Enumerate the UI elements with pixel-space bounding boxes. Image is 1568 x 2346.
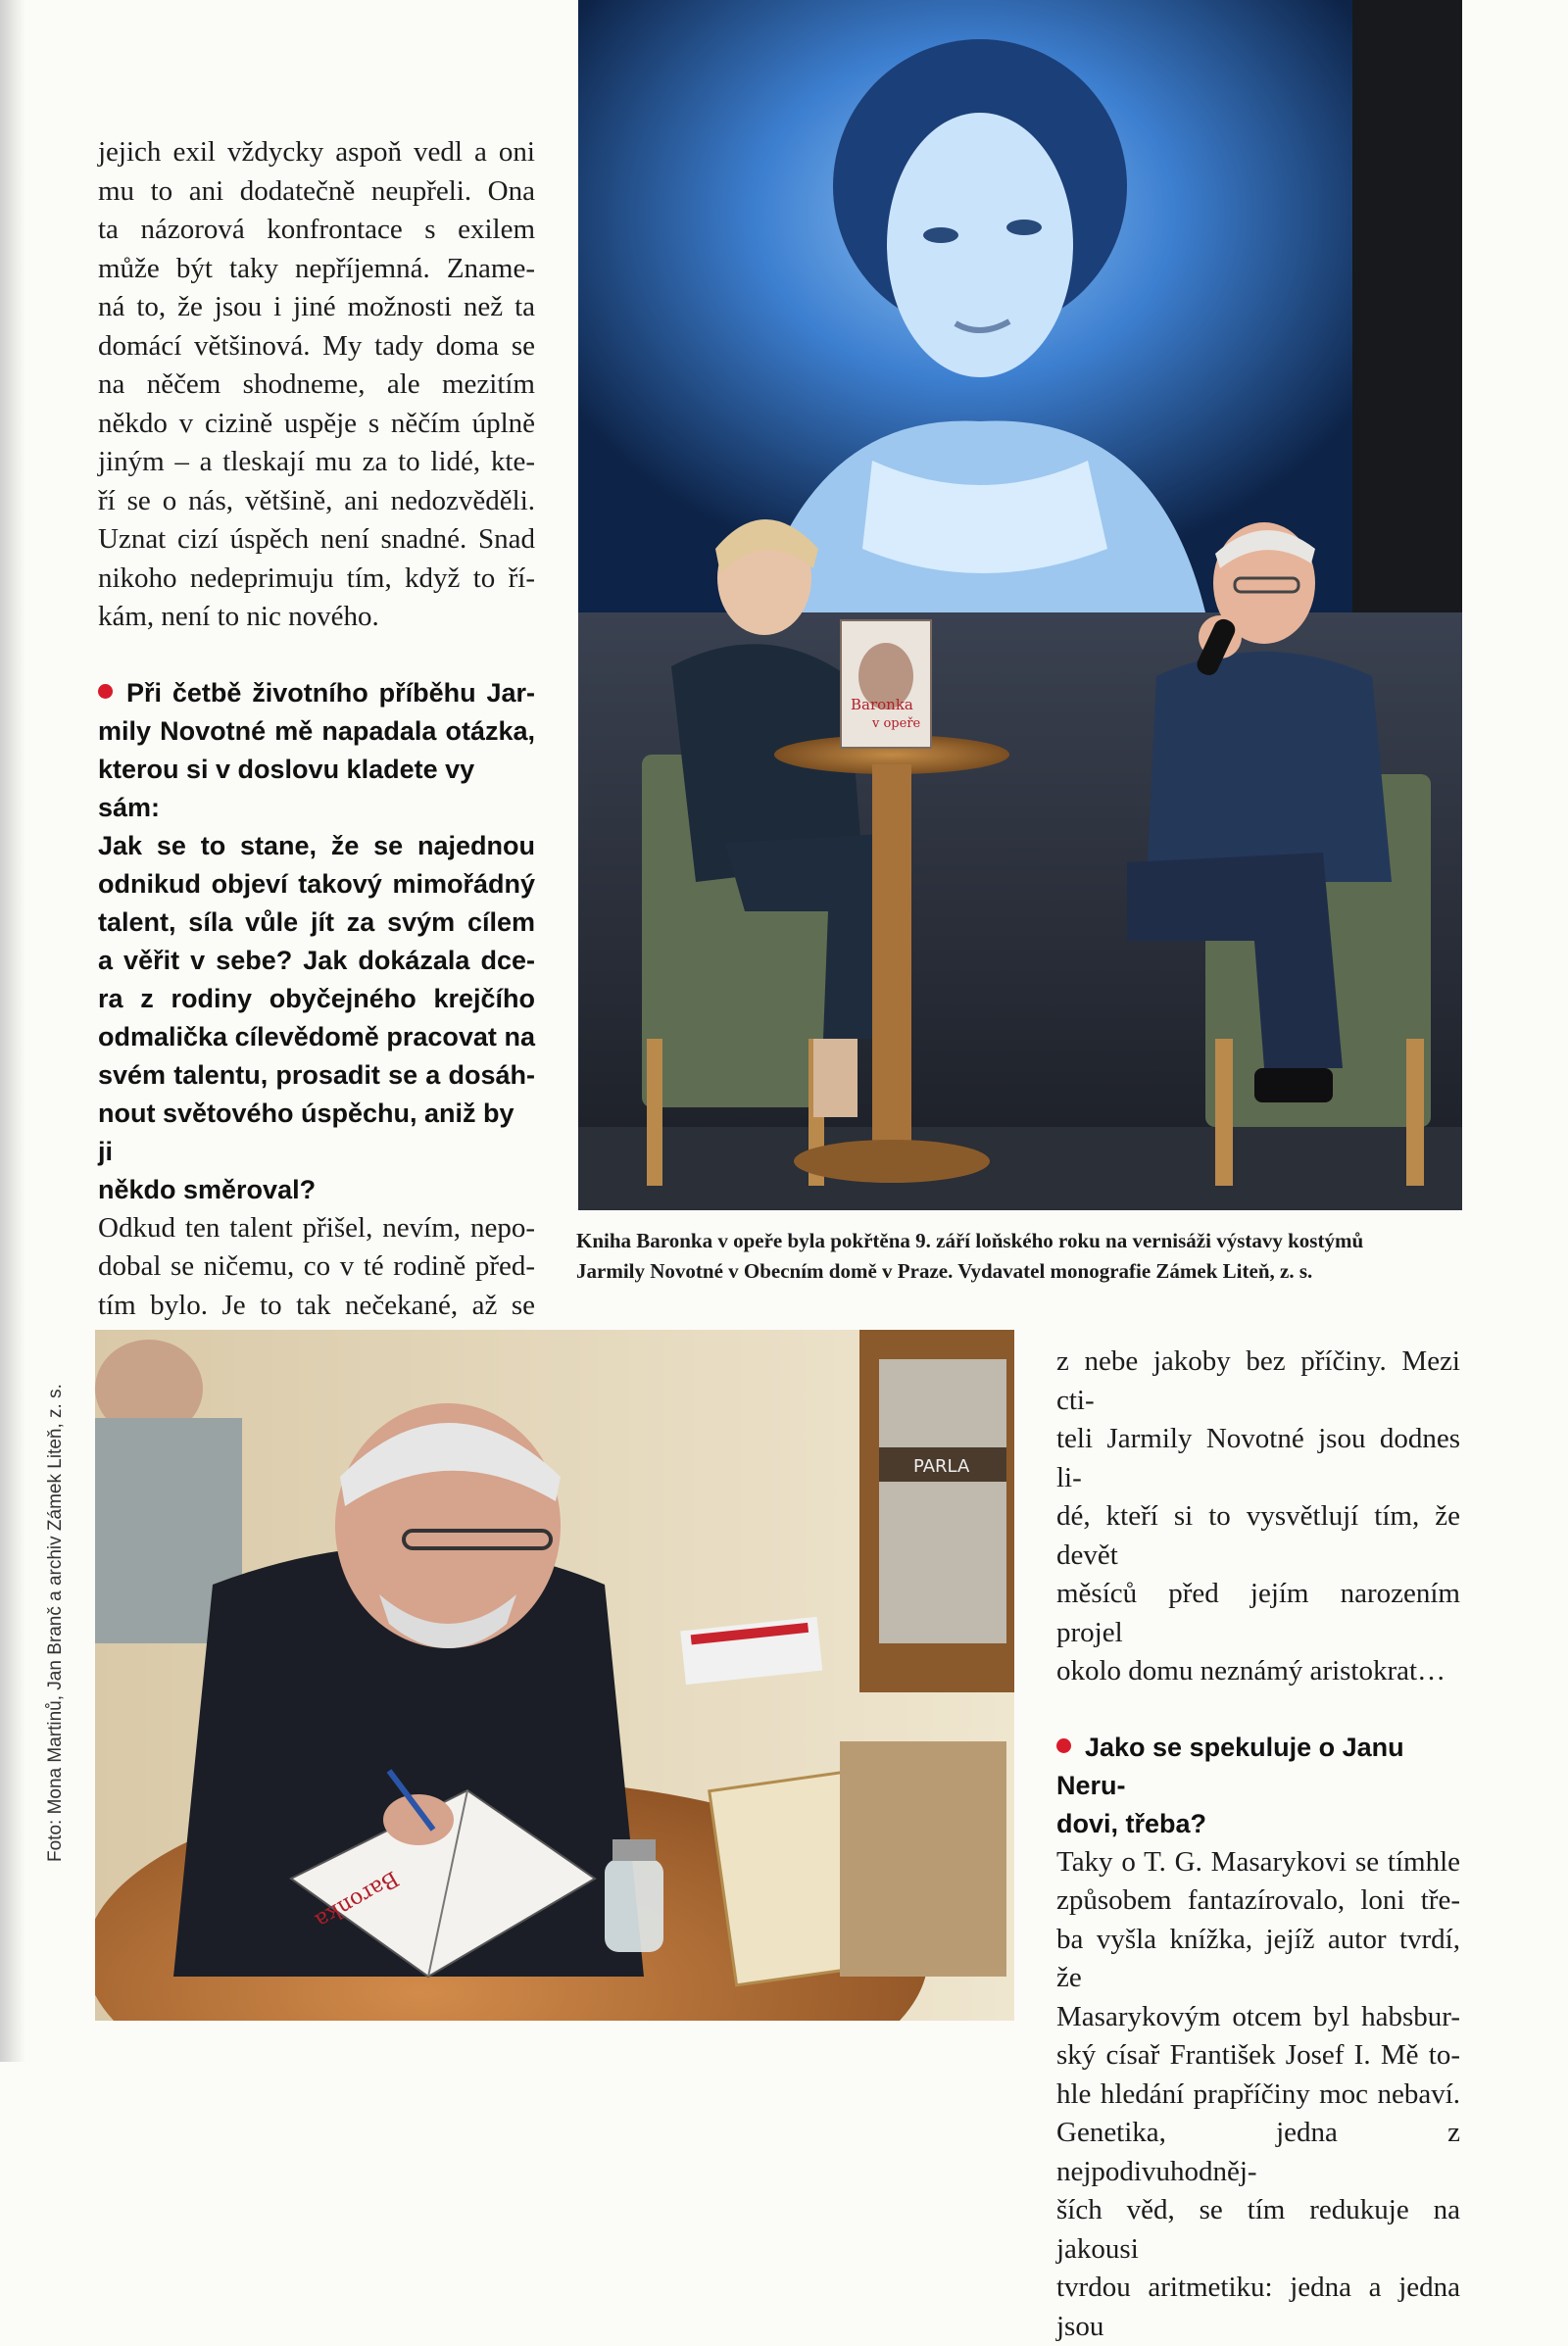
question-bullet-icon (98, 684, 113, 699)
text-line: někdo směroval? (98, 1171, 535, 1209)
question-bullet-icon (1056, 1738, 1071, 1753)
text-line: z nebe jakoby bez příčiny. Mezi cti- (1056, 1343, 1460, 1420)
text-line: Jak se to stane, že se najednou (98, 827, 535, 865)
text-line: dé, kteří si to vysvětlují tím, že devět (1056, 1497, 1460, 1575)
photo-credit: Foto: Mona Martinů, Jan Branč a archiv Zámek Liteň, z. s. (45, 1384, 67, 1862)
text-line: dovi, třeba? (1056, 1805, 1460, 1843)
svg-text:Baronka: Baronka (311, 1866, 403, 1932)
text-line: tím bylo. Je to tak nečekané, až se (98, 1287, 535, 1326)
text-line: odmalička cílevědomě pracovat na (98, 1018, 535, 1056)
text-line: mily Novotné mě napadala otázka, (98, 712, 535, 751)
text-line: teli Jarmily Novotné jsou dodnes li- (1056, 1420, 1460, 1497)
page-spine-shadow (0, 0, 25, 2062)
text-line: způsobem fantazírovalo, loni tře- (1056, 1882, 1460, 1921)
text-line: na něčem shodneme, ale mezitím (98, 366, 535, 405)
text-line: Odkud ten talent přišel, nevím, nepo- (98, 1209, 535, 1248)
text-line: jiným – a tleskají mu za to lidé, kte- (98, 443, 535, 482)
text-line: talent, síla vůle jít za svým cílem (98, 904, 535, 942)
photo-caption (576, 1226, 1458, 1287)
text-line: ná to, že jsou i jiné možnosti než ta (98, 288, 535, 327)
stage-event-photo (578, 0, 1462, 1210)
text-line: a věřit v sebe? Jak dokázala dce- (98, 942, 535, 980)
answer-1-continuation (1056, 1343, 1460, 1691)
text-line (1056, 1729, 1460, 1805)
answer-2-paragraph (1056, 1843, 1460, 2346)
text-line: ba vyšla knížka, jejíž autor tvrdí, že (1056, 1921, 1460, 1998)
text-line: kterou si v doslovu kladete vy sám: (98, 751, 535, 827)
right-column-text (1056, 1343, 1460, 2346)
text-line: ra z rodiny obyčejného krejčího (98, 980, 535, 1018)
text-line: ších věd, se tím redukuje na jakousi (1056, 2191, 1460, 2269)
book-signing-photo (95, 1330, 1014, 2021)
text-line: mu to ani dodatečně neupřeli. Ona (98, 172, 535, 212)
interview-question-1 (98, 674, 535, 1209)
text-line: nout světového úspěchu, aniž by ji (98, 1095, 535, 1171)
book-cover-subtitle: v opeře (871, 716, 921, 731)
text-line: tvrdou aritmetiku: jedna a jedna jsou (1056, 2269, 1460, 2346)
text-line: Taky o T. G. Masarykovi se tímhle (1056, 1843, 1460, 1882)
left-column-paragraph (98, 133, 535, 637)
book-cover-title: Baronka (851, 696, 913, 713)
text-line: někdo v cizině uspěje s něčím úplně (98, 405, 535, 444)
text-line: Genetika, jedna z nejpodivuhodněj- (1056, 2114, 1460, 2191)
text-line: ří se o nás, většině, ani nedozvěděli. (98, 482, 535, 521)
caption-line-2: Jarmily Novotné v Obecním domě v Praze. Vydavatel monografie Zámek Liteň, z. s. (576, 1256, 1458, 1287)
text-line: ský císař František Josef I. Mě to- (1056, 2036, 1460, 2076)
text-line: Masarykovým otcem byl habsbur- (1056, 1998, 1460, 2037)
text-line: nikoho nedeprimuju tím, když to ří- (98, 560, 535, 599)
text-line-content: Jako se spekuluje o Janu Neru- (1056, 1733, 1404, 1800)
text-line: dobal se ničemu, co v té rodině před- (98, 1247, 535, 1287)
text-line: kám, není to nic nového. (98, 598, 535, 637)
caption-line-1: Kniha Baronka v opeře byla pokřtěna 9. září loňského roku na vernisáži výstavy kostýmů (576, 1226, 1458, 1256)
svg-text:PARLA: PARLA (913, 1456, 970, 1477)
text-line: jejich exil vždycky aspoň vedl a oni (98, 133, 535, 172)
text-line: Uznat cizí úspěch není snadné. Snad (98, 520, 535, 560)
text-line: ta názorová konfrontace s exilem (98, 211, 535, 250)
text-line: hle hledání prapříčiny moc nebaví. (1056, 2076, 1460, 2115)
text-line-content: Při četbě životního příběhu Jar- (126, 678, 535, 708)
text-line (98, 674, 535, 712)
text-line: okolo domu neznámý aristokrat… (1056, 1652, 1460, 1691)
text-line: svém talentu, prosadit se a dosáh- (98, 1056, 535, 1095)
interview-question-2 (1056, 1729, 1460, 1843)
text-line: domácí většinová. My tady doma se (98, 327, 535, 367)
text-line: může být taky nepříjemná. Zname- (98, 250, 535, 289)
text-line: odnikud objeví takový mimořádný (98, 865, 535, 904)
left-column-text (98, 133, 535, 1364)
text-line: měsíců před jejím narozením projel (1056, 1575, 1460, 1652)
